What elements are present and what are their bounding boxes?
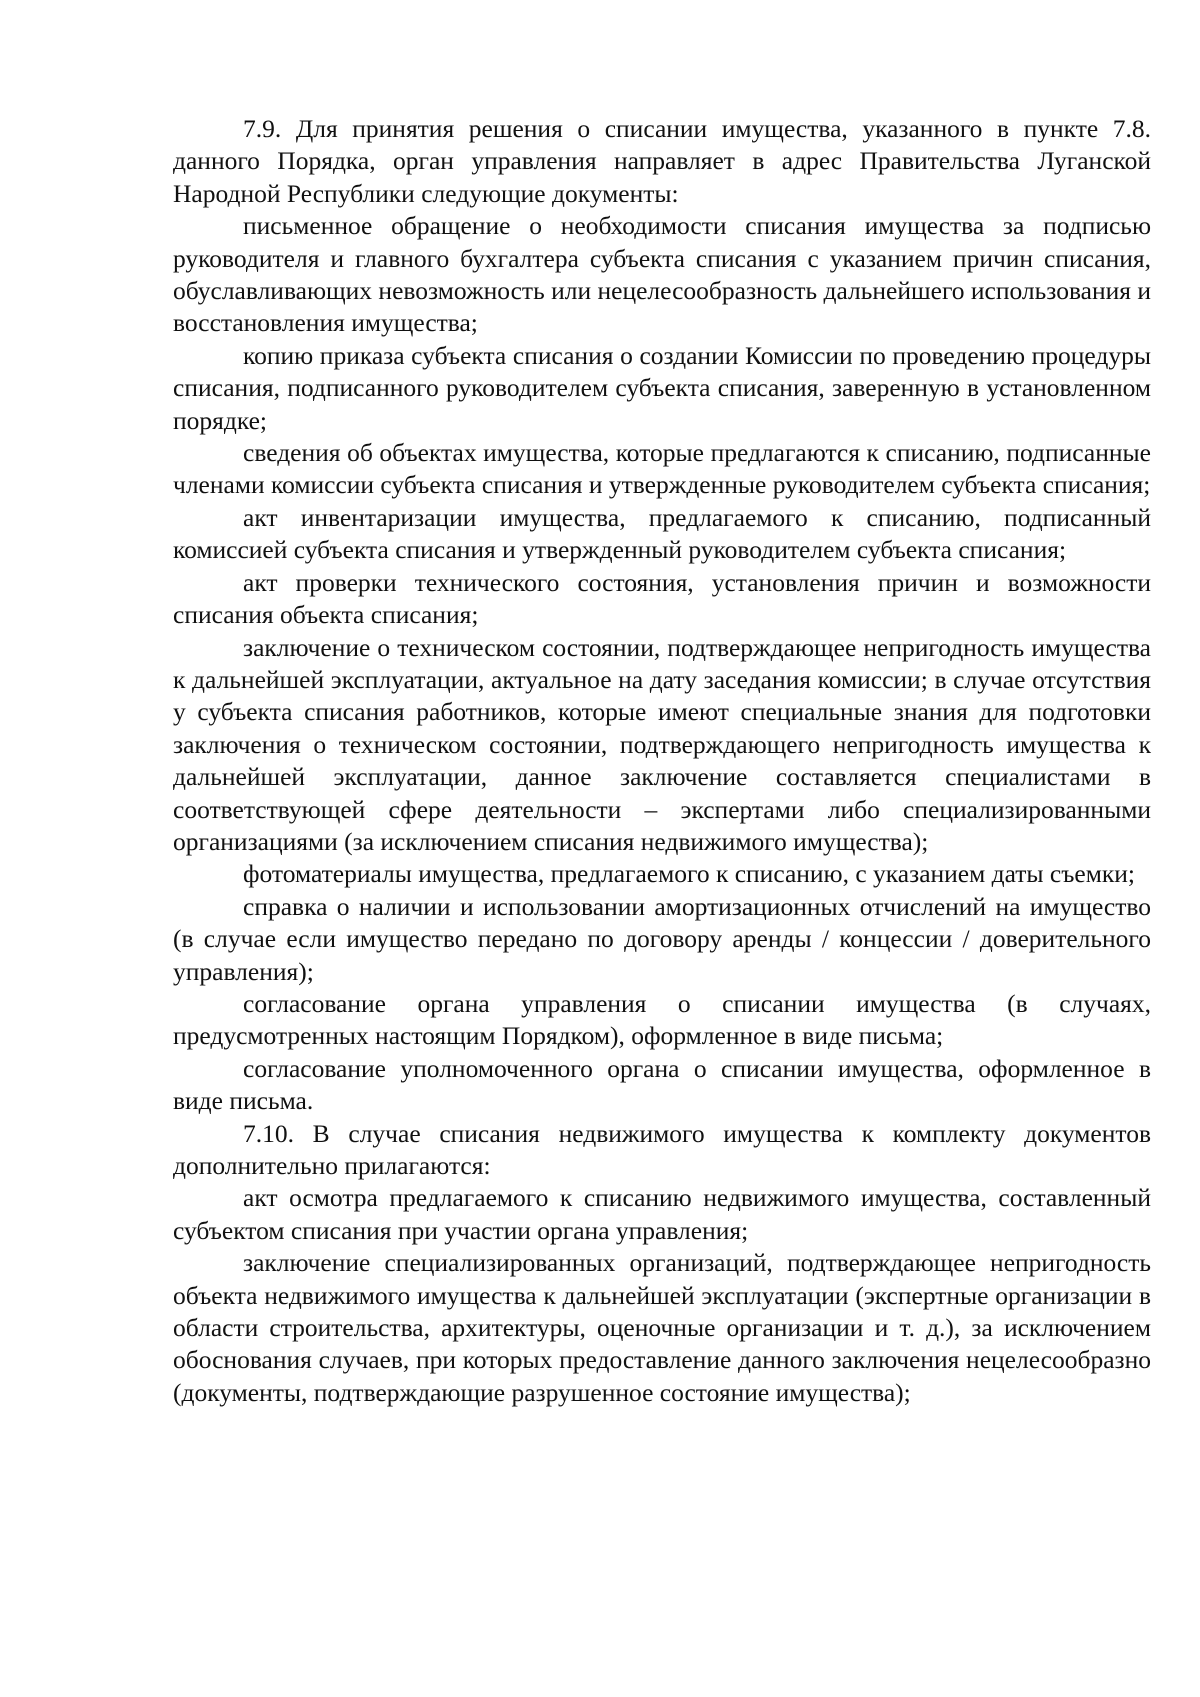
list-item-inspection-act: акт осмотра предлагаемого к списанию недвижимого имущества, составленный субъектом списания при участии органа управления; — [173, 1183, 1151, 1245]
list-item-order-copy: копию приказа субъекта списания о создании Комиссии по проведению процедуры списания, подписанного руководителем субъекта списания, заверенную в установленном порядке; — [173, 340, 1151, 435]
list-item-specialized-conclusion: заключение специализированных организаций, подтверждающее непригодность объекта недвижимого имущества к дальнейшей эксплуатации (экспертные организации в области строительства, архитектуры, оценочные организации и т. д.), за исключением обоснования случаев, при которых предоставление данного заключения нецелесообразно (документы, подтверждающие разрушенное состояние имущества); — [173, 1248, 1151, 1407]
document-page — [173, 113, 1151, 1409]
list-item-technical-conclusion: заключение о техническом состоянии, подтверждающее непригодность имущества к дальнейшей эксплуатации, актуальное на дату заседания комиссии; в случае отсутствия у субъекта списания работников, которые имеют специальные знания для подготовки заключения о техническом состоянии, подтверждающего непригодность имущества к дальнейшей эксплуатации, данное заключение составляется специалистами в соответствующей сфере деятельности – экспертами либо специализированными организациями (за исключением списания недвижимого имущества); — [173, 632, 1151, 856]
list-item-management-approval: согласование органа управления о списании имущества (в случаях, предусмотренных настоящим Порядком), оформленное в виде письма; — [173, 988, 1151, 1051]
list-item-depreciation-certificate: справка о наличии и использовании амортизационных отчислений на имущество (в случае если имущество передано по договору аренды / концессии / доверительного управления); — [173, 891, 1151, 986]
list-item-written-request: письменное обращение о необходимости списания имущества за подписью руководителя и главного бухгалтера субъекта списания с указанием причин списания, обуславливающих невозможность или нецелесообразность дальнейшего использования и восстановления имущества; — [173, 211, 1152, 338]
list-item-photo-materials: фотоматериалы имущества, предлагаемого к списанию, с указанием даты съемки; — [243, 859, 1136, 889]
list-item-technical-check-act: акт проверки технического состояния, установления причин и возможности списания объекта списания; — [173, 567, 1151, 630]
list-item-authorized-approval: согласование уполномоченного органа о списании имущества, оформленное в виде письма. — [173, 1053, 1151, 1116]
list-item-inventory-act: акт инвентаризации имущества, предлагаемого к списанию, подписанный комиссией субъекта списания и утвержденный руководителем субъекта списания; — [173, 502, 1151, 565]
paragraph-7-9: 7.9. Для принятия решения о списании имущества, указанного в пункте 7.8. данного Порядка, орган управления направляет в адрес Правительства Луганской Народной Республики следующие документы: — [173, 114, 1151, 208]
list-item-property-info: сведения об объектах имущества, которые предлагаются к списанию, подписанные членами комиссии субъекта списания и утвержденные руководителем субъекта списания; — [173, 438, 1151, 500]
paragraph-7-10: 7.10. В случае списания недвижимого имущества к комплекту документов дополнительно прилагаются: — [173, 1118, 1151, 1180]
